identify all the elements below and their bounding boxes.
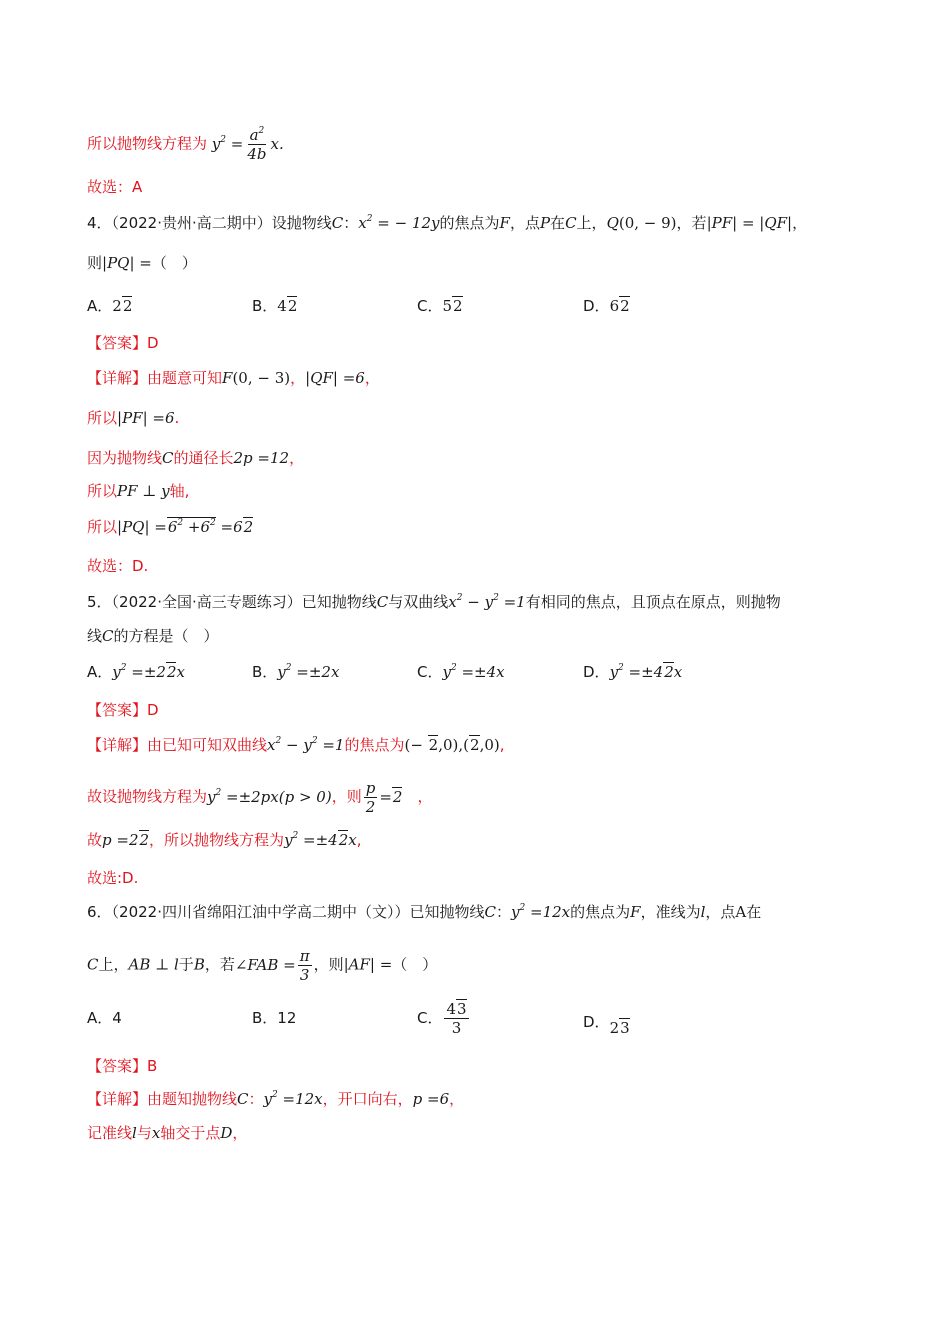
q4-detail-text: 轴,	[169, 482, 190, 500]
q4-detail-line2: 所以|PF| =6.	[87, 409, 180, 427]
q6-stem-text: ，准线为	[640, 903, 701, 921]
q5-option-d[interactable]: D．$y^2 =\pm 42x$	[583, 663, 683, 681]
q6-stem-text: 于	[178, 955, 194, 974]
q4-option-d[interactable]: D．62	[583, 297, 630, 315]
q4-detail-text: 所以	[87, 518, 118, 536]
q4-answer: 【答案】D	[87, 334, 159, 352]
q6-detail-text: 轴交于点	[160, 1124, 221, 1142]
q4-stem-text: ，点	[509, 214, 540, 232]
q5-option-label: A．	[87, 663, 113, 681]
q5-answer-pick: 故选:D.	[87, 869, 139, 887]
q6-detail-text: 与	[136, 1124, 152, 1142]
q6-stem-text: 上，	[98, 955, 129, 974]
q4-option-label: B．	[252, 297, 278, 315]
q6-detail-line1: 【详解】由题知抛物线C：$y^2 =12x$，开口向右，p =6，	[87, 1090, 465, 1108]
q4-stem-text: （ ）	[151, 254, 197, 272]
q6-stem-text: （ ）	[392, 955, 438, 974]
q6-stem-line1: 6．（2022·四川省绵阳江油中学高二期中（文））已知抛物线C：$y^2 =12x$的焦点为F，准线为l，点A在	[87, 903, 762, 921]
q6-stem-text: 已知抛物线	[409, 903, 485, 921]
q4-stem-text: 设抛物线	[271, 214, 332, 232]
q6-option-b[interactable]	[252, 1006, 296, 1030]
q6-stem-text: ，若	[204, 955, 235, 974]
q5-number: 5．	[87, 593, 112, 611]
q5-answer: 【答案】D	[87, 701, 159, 719]
q4-detail-text: 所以	[87, 482, 118, 500]
q4-stem-text: 在	[550, 214, 566, 232]
q5-stem-text: 线	[87, 627, 103, 645]
q4-detail-label: 【详解】	[87, 369, 148, 387]
q5-detail-text: 的焦点为	[344, 736, 405, 754]
q6-option-c[interactable]: C． $\frac{43}{3}$	[417, 1000, 467, 1037]
q5-detail-label: 【详解】	[87, 736, 148, 754]
q4-option-c[interactable]: C．52	[417, 297, 463, 315]
q4-detail-text: 因为抛物线	[87, 449, 163, 467]
q5-detail-text: ，则	[331, 787, 362, 806]
q6-option-label: D．	[583, 1013, 610, 1031]
q4-option-b[interactable]: B．42	[252, 297, 298, 315]
q6-stem-text: 在	[746, 903, 762, 921]
q6-option-value: 12	[277, 1009, 297, 1027]
q4-detail-text: 的通径长	[173, 449, 234, 467]
q5-option-label: B．	[252, 663, 278, 681]
q6-source: （2022·四川省绵阳江油中学高二期中（文））	[111, 903, 410, 921]
q6-detail-label: 【详解】	[87, 1090, 148, 1108]
q3-equation: $y^2$ = $\frac{a^2}{4b}$ x.	[211, 126, 284, 163]
q4-number: 4．	[87, 214, 112, 232]
q5-stem-line1: 5．（2022·全国·高三专题练习）已知抛物线C与双曲线$x^2 - y^2 =1$有相同的焦点，且顶点在原点，则抛物	[87, 593, 781, 611]
q5-stem-text: 有相同的焦点，且顶点在原点，则抛物	[525, 593, 781, 611]
q4-stem-line1: 4．（2022·贵州·高二期中）设抛物线C：$x^2$ = − 12y的焦点为F，点P在C上，Q(0, − 9)，若|PF| = |QF|，	[87, 214, 808, 232]
q4-stem-line2: 则|PQ| =（ ）	[87, 254, 197, 272]
q4-option-label: C．	[417, 297, 443, 315]
q3-conclusion-text: 所以抛物线方程为	[87, 134, 208, 153]
q6-detail-text: ，开口向右，	[322, 1090, 413, 1108]
q5-option-a[interactable]: A．$y^2 =\pm 22x$	[87, 663, 185, 681]
q4-stem-text: 则	[87, 254, 103, 272]
q5-detail-text: ，所以抛物线方程为	[149, 831, 285, 849]
q4-source: （2022·贵州·高二期中）	[111, 214, 272, 232]
q6-option-a[interactable]	[87, 1006, 122, 1030]
q6-option-label: C．	[417, 1009, 443, 1027]
q3-answer-pick: 故选：A	[87, 178, 143, 196]
q4-detail-line5: 所以$|PQ| =6^2 +6^2 =62$	[87, 518, 254, 536]
q3-conclusion-line	[87, 126, 284, 163]
q6-option-d[interactable]: D．23	[583, 1013, 630, 1037]
q6-stem-line2: C上，AB ⊥ l于B，若∠FAB = $\frac{\pi}{3}$ ，则|AF| =（ ）	[87, 947, 438, 984]
q5-detail-line3: 故p =22，所以抛物线方程为$y^2 =\pm 42x$,	[87, 831, 362, 849]
q6-detail-text: 记准线	[87, 1124, 133, 1142]
q6-stem-text: ，点	[705, 903, 736, 921]
q6-number: 6．	[87, 903, 112, 921]
q4-option-label: D．	[583, 297, 610, 315]
q4-answer-pick: 故选：D.	[87, 557, 149, 575]
q5-stem-line2: 线C的方程是（ ）	[87, 627, 219, 645]
q5-option-label: C．	[417, 663, 443, 681]
q5-detail-line1: 【详解】由已知可知双曲线$x^2 - y^2 =1$的焦点为(− 2,0),(2,0),	[87, 736, 505, 754]
q5-stem-text: 的方程是（ ）	[113, 627, 219, 645]
q5-detail-line2: 故设抛物线方程为$y^2 =\pm 2px(p > 0)$，则 $\frac{p}{2}$ =2 ，	[87, 779, 433, 816]
q6-detail-text: 由题知抛物线	[147, 1090, 238, 1108]
q6-detail-line2: 记准线l与x轴交于点D，	[87, 1124, 248, 1142]
q4-stem-text: ，若	[676, 214, 707, 232]
q4-detail-line1: 【详解】由题意可知F(0, − 3)，|QF| =6，	[87, 369, 380, 387]
q5-detail-text: 故设抛物线方程为	[87, 787, 208, 806]
q6-option-label: A．	[87, 1009, 113, 1027]
q5-detail-text: 故	[87, 831, 103, 849]
q6-stem-text: ，则	[313, 955, 344, 974]
q4-detail-line3: 因为抛物线C的通径长2p =12，	[87, 449, 305, 467]
q4-stem-text: 上，	[576, 214, 607, 232]
q4-option-a[interactable]: A．22	[87, 297, 133, 315]
q4-detail-line4: 所以PF ⊥ y轴,	[87, 482, 190, 500]
q4-detail-text: 由题意可知	[147, 369, 223, 387]
q5-detail-text: 由已知可知双曲线	[147, 736, 268, 754]
q5-stem-text: 已知抛物线	[301, 593, 377, 611]
q5-option-c[interactable]: C．$y^2 =\pm 4x$	[417, 663, 505, 681]
q6-answer: 【答案】B	[87, 1057, 158, 1075]
q5-option-b[interactable]: B．$y^2 =\pm 2x$	[252, 663, 340, 681]
q5-source: （2022·全国·高三专题练习）	[111, 593, 302, 611]
q5-option-label: D．	[583, 663, 610, 681]
q6-stem-text: 的焦点为	[570, 903, 631, 921]
q4-detail-text: 所以	[87, 409, 118, 427]
q6-option-label: B．	[252, 1009, 278, 1027]
q4-option-label: A．	[87, 297, 113, 315]
q5-stem-text: 与双曲线	[388, 593, 449, 611]
q4-stem-text: 的焦点为	[439, 214, 500, 232]
q6-option-value: 4	[112, 1009, 122, 1027]
